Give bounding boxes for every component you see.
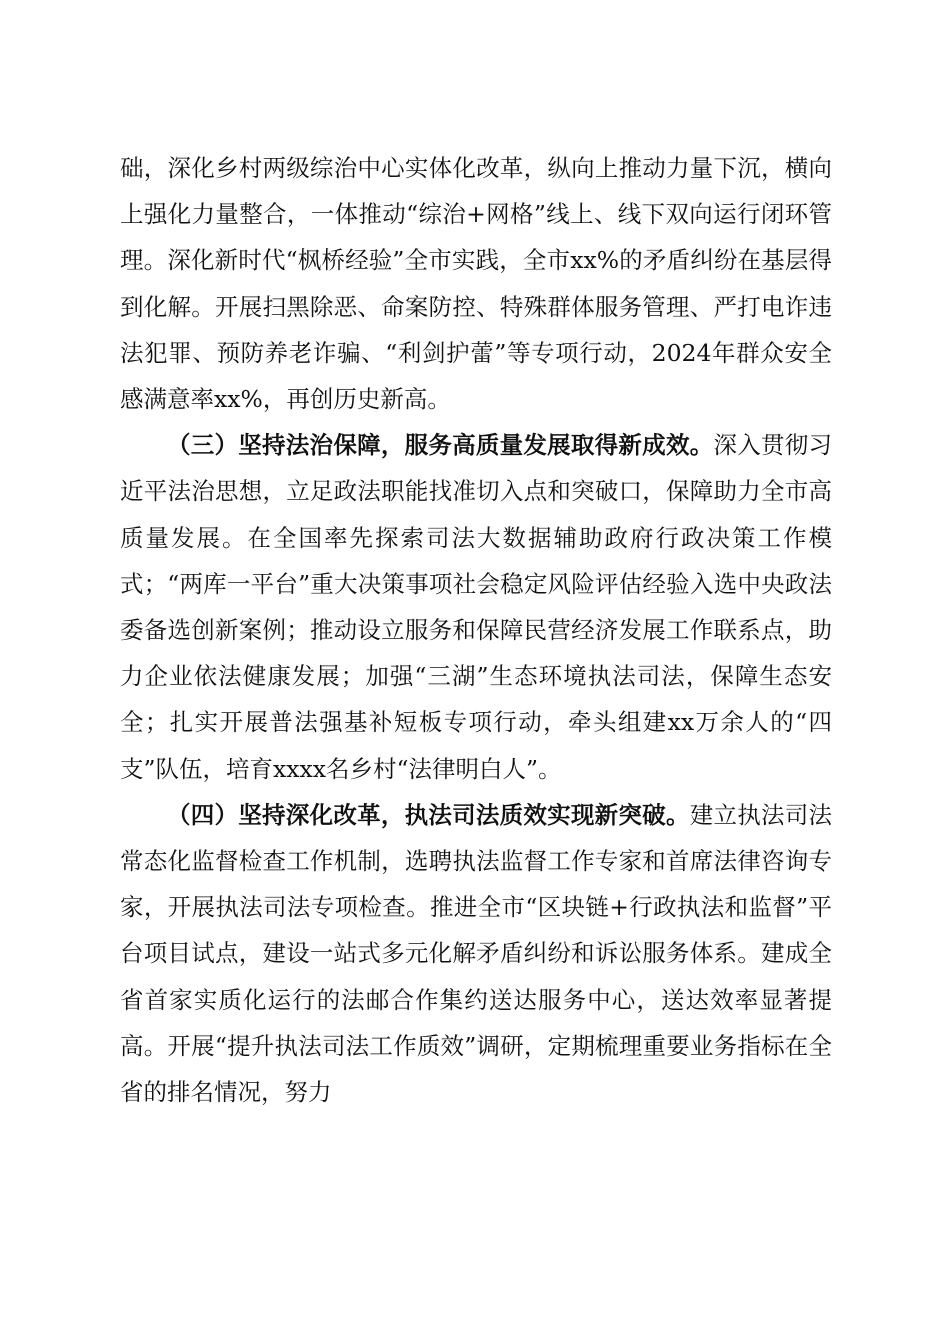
section-heading: （三）坚持法治保障，服务高质量发展取得新成效。 bbox=[167, 431, 714, 460]
paragraph-text: 建立执法司法常态化监督检查工作机制，选聘执法监督工作专家和首席法律咨询专家，开展执法司法专项检查。推进全市“区块链+行政执法和监督”平台项目试点，建设一站式多元化解矛盾纠纷和诉讼服务体系。建成全省首家实质化运行的法邮合作集约送达服务中心，送达效率显著提高。开展“提升执法司法工作质效”调研，定期梳理重要业务指标在全省的排名情况，努力 bbox=[120, 800, 832, 1107]
paragraph-text: 深入贯彻习近平法治思想，立足政法职能找准切入点和突破口，保障助力全市高质量发展。在全国率先探索司法大数据辅助政府行政决策工作模式；“两库一平台”重大决策事项社会稳定风险评估经验入选中央政法委备选创新案例；推动设立服务和保障民营经济发展工作联系点，助力企业依法健康发展；加强“三湖”生态环境执法司法，保障生态安全；扎实开展普法强基补短板专项行动，牵头组建xx万余人的“四支”队伍，培育xxxx名乡村“法律明白人”。 bbox=[120, 431, 833, 783]
document-body bbox=[120, 145, 832, 1115]
paragraph-text: 础，深化乡村两级综治中心实体化改革，纵向上推动力量下沉，横向上强化力量整合，一体推动“综治+网格”线上、线下双向运行闭环管理。深化新时代“枫桥经验”全市实践，全市xx%的矛盾纠纷在基层得到化解。开展扫黑除恶、命案防控、特殊群体服务管理、严打电诈违法犯罪、预防养老诈骗、“利剑护蕾”等专项行动，2024年群众安全感满意率xx%，再创历史新高。 bbox=[120, 154, 832, 414]
paragraph-section-4 bbox=[120, 792, 832, 1115]
paragraph-continuation bbox=[120, 145, 832, 422]
paragraph-section-3 bbox=[120, 422, 832, 792]
section-heading: （四）坚持深化改革，执法司法质效实现新突破。 bbox=[167, 800, 690, 829]
